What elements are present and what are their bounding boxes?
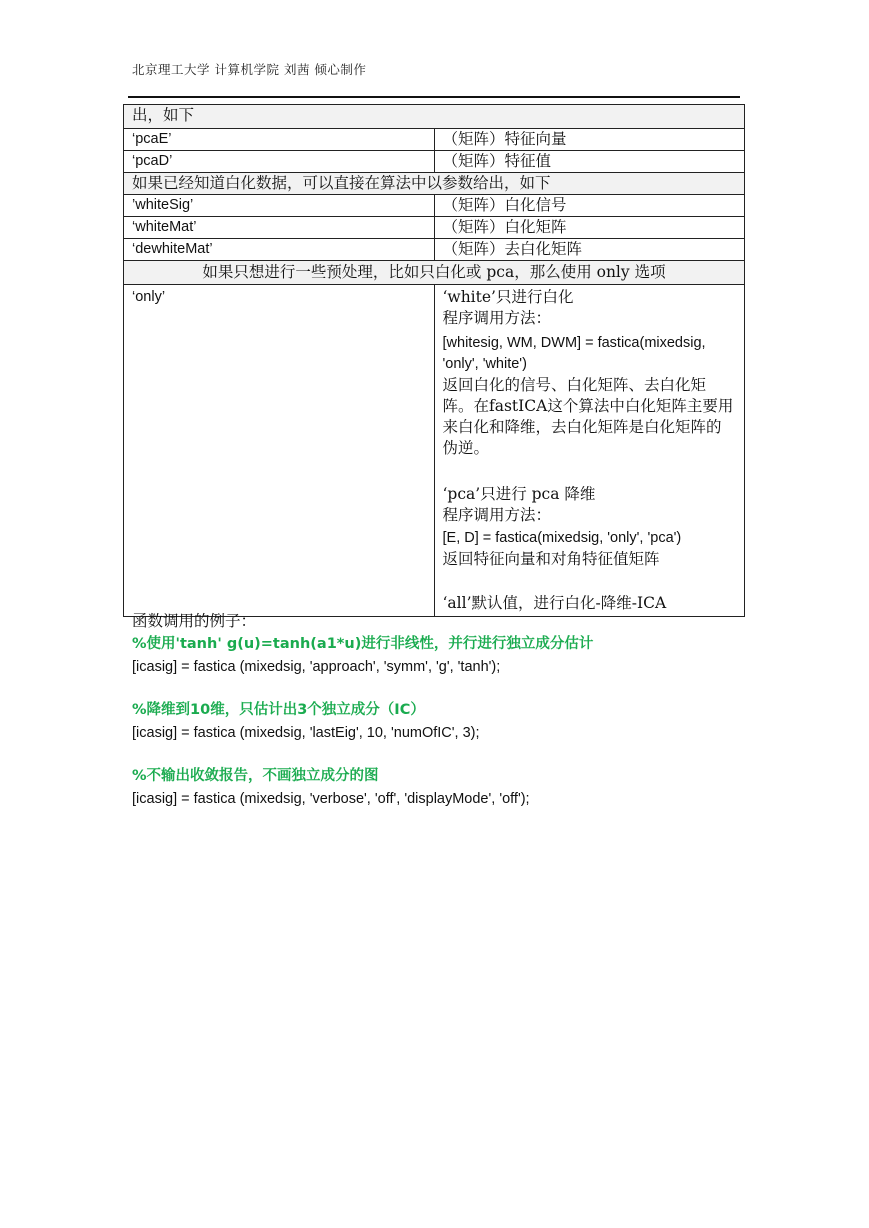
pca-call-code: [E, D] = fastica(mixedsig, 'only', 'pca') bbox=[442, 530, 682, 546]
only-option-detail bbox=[434, 285, 745, 617]
example-comment: %使用'tanh' g(u)=tanh(a1*u)进行非线性，并行进行独立成分估计 bbox=[132, 636, 594, 652]
example-code: [icasig] = fastica (mixedsig, 'approach', 'symm', 'g', 'tanh'); bbox=[132, 659, 501, 675]
section-cell: 出，如下 bbox=[124, 105, 745, 129]
param-value: （矩阵）去白化矩阵 bbox=[434, 239, 745, 261]
section-cell: 如果已经知道白化数据，可以直接在算法中以参数给出，如下 bbox=[124, 173, 745, 195]
header-divider bbox=[128, 96, 740, 98]
example-block bbox=[132, 699, 752, 745]
table-row bbox=[124, 261, 745, 285]
example-comment: %降维到10维，只估计出3个独立成分（IC） bbox=[132, 702, 425, 718]
table-row bbox=[124, 239, 745, 261]
param-value: （矩阵）特征向量 bbox=[434, 129, 745, 151]
examples-intro: 函数调用的例子： bbox=[132, 612, 257, 630]
section-cell: 如果只想进行一些预处理，比如只白化或 pca，那么使用 only 选项 bbox=[124, 261, 745, 285]
example-code: [icasig] = fastica (mixedsig, 'lastEig', 10, 'numOfIC', 3); bbox=[132, 725, 480, 741]
table-row bbox=[124, 151, 745, 173]
table-row bbox=[124, 173, 745, 195]
pca-title: ‘pca’只进行 pca 降维 bbox=[442, 485, 596, 503]
example-comment: %不输出收敛报告，不画独立成分的图 bbox=[132, 768, 379, 784]
param-value: （矩阵）白化信号 bbox=[434, 195, 745, 217]
param-key: ‘pcaD’ bbox=[124, 151, 435, 173]
table-row bbox=[124, 195, 745, 217]
example-block bbox=[132, 765, 752, 811]
param-key: ‘pcaE’ bbox=[124, 129, 435, 151]
param-value: （矩阵）白化矩阵 bbox=[434, 217, 745, 239]
param-key: ‘only’ bbox=[124, 285, 435, 617]
table-row bbox=[124, 217, 745, 239]
spacer bbox=[443, 570, 737, 591]
param-key: ‘dewhiteMat’ bbox=[124, 239, 435, 261]
table-row bbox=[124, 105, 745, 129]
white-call-label: 程序调用方法： bbox=[442, 309, 552, 327]
examples-section bbox=[132, 610, 752, 811]
white-description: 返回白化的信号、白化矩阵、去白化矩阵。在fastICA这个算法中白化矩阵主要用来白化和降维，去白化矩阵是白化矩阵的伪逆。 bbox=[442, 376, 734, 457]
example-block bbox=[132, 633, 752, 679]
param-value: （矩阵）特征值 bbox=[434, 151, 745, 173]
white-title: ‘white’只进行白化 bbox=[442, 288, 574, 306]
param-key: ‘whiteMat’ bbox=[124, 217, 435, 239]
param-key: ’whiteSig’ bbox=[124, 195, 435, 217]
example-code: [icasig] = fastica (mixedsig, 'verbose', 'off', 'displayMode', 'off'); bbox=[132, 791, 530, 807]
spacer bbox=[443, 459, 737, 480]
white-call-code: [whitesig, WM, DWM] = fastica(mixedsig, 'only', 'white') bbox=[442, 335, 706, 372]
pca-call-label: 程序调用方法： bbox=[442, 506, 552, 524]
parameter-table bbox=[123, 104, 745, 617]
pca-description: 返回特征向量和对角特征值矩阵 bbox=[442, 550, 660, 568]
table-row bbox=[124, 129, 745, 151]
table-row-only bbox=[124, 285, 745, 617]
all-description: ‘all’默认值，进行白化-降维-ICA bbox=[442, 594, 667, 612]
page-header: 北京理工大学 计算机学院 刘茜 倾心制作 bbox=[132, 62, 367, 77]
